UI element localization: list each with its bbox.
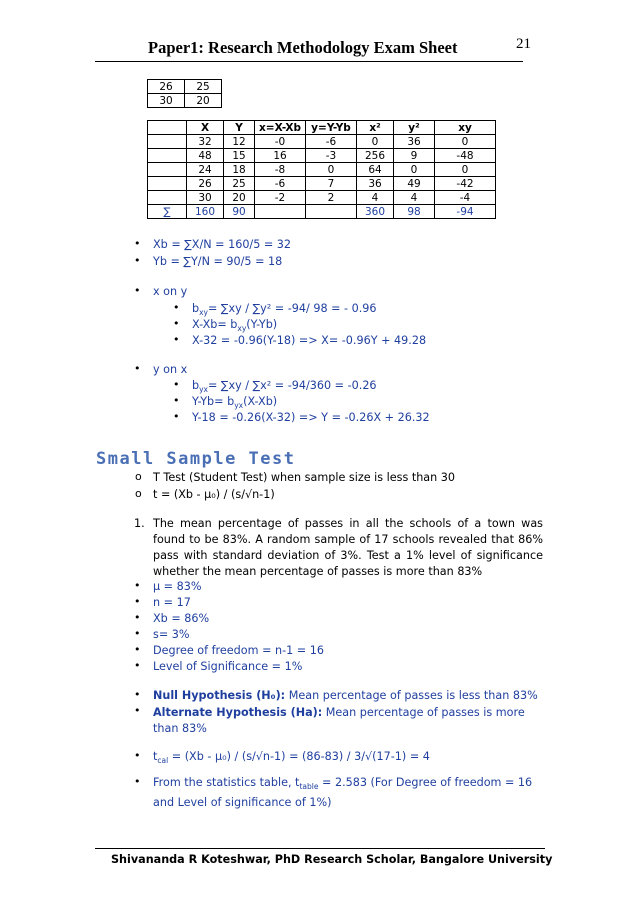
table-cell: 0 [394,163,435,177]
table-cell [148,135,187,149]
table-total-row [148,205,496,219]
header-cell: Y [224,121,255,135]
table-cell [148,163,187,177]
header-cell: X [187,121,224,135]
table-cell: -48 [435,149,496,163]
bullet-icon: • [134,284,141,297]
ttest-definition: T Test (Student Test) when sample size is less than 30 [153,471,456,484]
table-cell: 36 [394,135,435,149]
problem-number: 1. [134,517,145,530]
table-cell: -94 [435,205,496,219]
bullet-icon: • [134,627,141,640]
table-cell: 0 [357,135,394,149]
table-cell [306,205,357,219]
given-significance: Level of Significance = 1% [153,660,303,673]
table-row [148,135,496,149]
t-calculated: $t_{cal} = (Xb - \mu_0) / (s/√n-1) = (86-83) / 3/√(17-1) = 4$ [153,750,430,766]
table-cell: 0 [435,163,496,177]
problem-statement: The mean percentage of passes in all the schools of a town was found to be 83%. A random sample of 17 schools revealed that 86% pass with standard deviation of 3%. Test a 1% level of significance whether the mean percentage of passes is more than 83% [153,517,543,578]
header-cell: x=X-Xb [255,121,306,135]
table-cell: 24 [187,163,224,177]
table-cell: 26 [148,80,185,94]
given-xb: Xb = 86% [153,612,210,625]
table-cell: 0 [435,135,496,149]
table-cell: 48 [187,149,224,163]
table-cell: -6 [255,177,306,191]
table-cell: 32 [187,135,224,149]
table-cell: 160 [187,205,224,219]
table-header-row [148,121,496,135]
footer-author: Shivananda R Koteshwar, PhD Research Scholar, Bangalore University [111,853,553,866]
bullet-icon: • [173,333,180,346]
null-hypothesis: Null Hypothesis (H₀): Mean percentage of passes is less than 83% [153,689,538,702]
bullet-icon: • [134,579,141,592]
given-dof: Degree of freedom = n-1 = 16 [153,644,324,657]
table-cell: -3 [306,149,357,163]
bullet-icon: • [134,688,141,701]
page-title: Paper1: Research Methodology Exam Sheet [148,38,458,57]
table-cell: 4 [394,191,435,205]
header-cell: xy [435,121,496,135]
y-on-x-result: Y-18 = -0.26(X-32) => Y = -0.26X + 26.32 [192,411,430,424]
table-cell: 20 [224,191,255,205]
table-cell: 12 [224,135,255,149]
given-mu: μ = 83% [153,580,202,593]
table-cell: 36 [357,177,394,191]
table-cell: 2 [306,191,357,205]
circle-bullet-icon: o [135,487,142,500]
table-cell: -2 [255,191,306,205]
table-cell: 16 [255,149,306,163]
table-cell: 18 [224,163,255,177]
footer-divider [95,848,545,849]
table-cell: 64 [357,163,394,177]
table-cell: 256 [357,149,394,163]
table-cell [148,177,187,191]
bullet-icon: • [134,611,141,624]
table-row [148,177,496,191]
bullet-icon: • [134,237,141,250]
x-on-y-label: x on y [153,285,188,298]
table-cell: 20 [185,94,222,108]
header-cell: x² [357,121,394,135]
table-row [148,80,222,94]
section-title: Small Sample Test [96,449,296,469]
table-cell: -6 [306,135,357,149]
table-cell: 360 [357,205,394,219]
table-cell: -42 [435,177,496,191]
small-data-table [147,79,222,108]
y-on-x-equation: $Y-Yb= b_{yx}(X-Xb)$ [192,395,278,411]
y-on-x-coefficient: $b_{yx}= \sum xy / \sum x^2 = -94/360 = -0.26$ [192,379,377,395]
bullet-icon: • [134,254,141,267]
table-cell [148,149,187,163]
bullet-icon: • [134,775,141,788]
header-divider [95,61,523,62]
header-cell: y² [394,121,435,135]
bullet-icon: • [134,704,141,717]
table-cell: -8 [255,163,306,177]
bullet-icon: • [134,643,141,656]
table-cell: -0 [255,135,306,149]
y-on-x-label: y on x [153,363,188,376]
regression-table [147,120,496,219]
table-cell [148,191,187,205]
table-cell: 25 [185,80,222,94]
table-cell: 49 [394,177,435,191]
table-cell: 30 [148,94,185,108]
alternate-hypothesis: Alternate Hypothesis (Ha): Mean percentage of passes is more than 83% [153,706,525,735]
bullet-icon: • [173,317,180,330]
x-on-y-coefficient: $b_{xy}= \sum xy / \sum y^2 = -94/$ 98 = - 0.96 [192,302,377,318]
x-on-y-result: X-32 = -0.96(Y-18) => X= -0.96Y + 49.28 [192,334,427,347]
table-cell: 7 [306,177,357,191]
bullet-icon: • [173,410,180,423]
table-cell: 15 [224,149,255,163]
table-cell: -4 [435,191,496,205]
bullet-icon: • [173,301,180,314]
given-n: n = 17 [153,596,191,609]
table-row [148,94,222,108]
table-cell: 98 [394,205,435,219]
bullet-icon: • [134,659,141,672]
ttest-formula: t = (Xb - μ₀) / (s/√n-1) [153,488,275,501]
bullet-icon: • [173,378,180,391]
bullet-icon: • [134,595,141,608]
table-row [148,191,496,205]
given-s: s= 3% [153,628,190,641]
mean-x: Xb = ∑X/N = 160/5 = 32 [153,238,292,251]
bullet-icon: • [134,749,141,762]
page-number: 21 [516,36,531,52]
table-row [148,163,496,177]
header-cell [148,121,187,135]
sum-symbol: ∑ [148,205,187,219]
table-cell: 9 [394,149,435,163]
table-cell: 30 [187,191,224,205]
table-cell: 90 [224,205,255,219]
circle-bullet-icon: o [135,470,142,483]
t-table-value: From the statistics table, $t_{table} = 2.583$ (For Degree of freedom = 16 and Level of significance of 1%) [153,776,533,810]
table-cell: 26 [187,177,224,191]
bullet-icon: • [134,362,141,375]
table-cell: 4 [357,191,394,205]
table-row [148,149,496,163]
x-on-y-equation: $X-Xb= b_{xy}(Y-Yb)$ [192,318,278,334]
bullet-icon: • [173,394,180,407]
table-cell: 25 [224,177,255,191]
header-cell: y=Y-Yb [306,121,357,135]
table-cell [255,205,306,219]
mean-y: Yb = ∑Y/N = 90/5 = 18 [153,255,283,268]
table-cell: 0 [306,163,357,177]
